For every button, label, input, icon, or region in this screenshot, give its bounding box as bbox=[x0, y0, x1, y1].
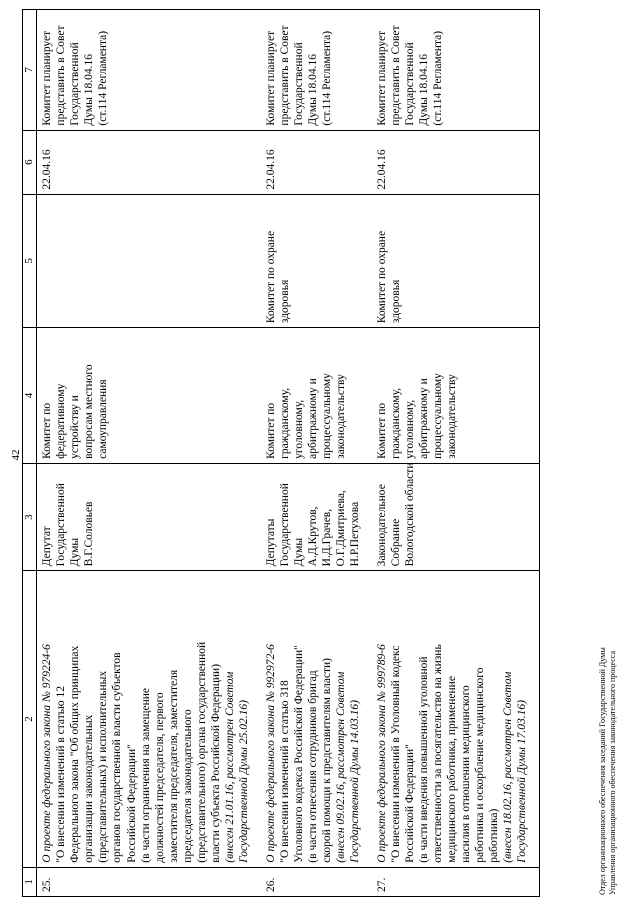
bills-table bbox=[22, 9, 540, 897]
bill-author-line: Н.Р.Петухова bbox=[348, 501, 361, 567]
bill-title-line: (внесен 21.01.16, рассмотрен Советом bbox=[223, 671, 236, 863]
bill-title-line: должностей председателя, первого bbox=[153, 692, 166, 863]
responsible-committee-line: законодательству bbox=[445, 374, 458, 459]
responsible-committee-line: гражданскому, bbox=[389, 387, 402, 459]
bill-author-line: Депутаты bbox=[264, 518, 277, 567]
table-row bbox=[372, 10, 540, 897]
bill-title-line: "О внесении изменений в Уголовный кодекс bbox=[389, 645, 402, 863]
note-line: Комитет планирует bbox=[264, 30, 277, 126]
footer-line: Отдел организационного обеспечения заседаний Государственной Думы bbox=[598, 647, 607, 895]
note-line: Думы 18.04.16 bbox=[83, 53, 96, 126]
responsible-committee-line: гражданскому, bbox=[278, 387, 291, 459]
note-line: Государственной bbox=[69, 42, 82, 126]
bill-title-line: "О внесении изменений в статью 318 bbox=[278, 680, 291, 863]
bill-title-line: (в части введения повышенной уголовной bbox=[417, 656, 430, 863]
bill-title-line: Российской Федерации" bbox=[125, 744, 138, 863]
page-number: 42 bbox=[10, 449, 22, 461]
note-line: Государственной bbox=[403, 42, 416, 126]
note-cell bbox=[261, 10, 372, 131]
bill-title-line: (в части отнесения сотрудников бригад bbox=[306, 670, 319, 863]
bill-title-line: организации законодательных bbox=[83, 714, 96, 863]
bill-author-line: Государственной bbox=[278, 483, 291, 567]
note-line: (ст.114 Регламента) bbox=[320, 30, 333, 126]
note-line: (ст.114 Регламента) bbox=[97, 30, 110, 126]
co-executor-committee-cell bbox=[261, 194, 372, 328]
co-executor-committee-line: Комитет по охране bbox=[264, 230, 277, 324]
responsible-committee-line: Комитет по bbox=[41, 402, 54, 459]
bill-title-line: Государственной Думы 14.03.16) bbox=[348, 700, 361, 863]
date-cell bbox=[372, 130, 540, 194]
bill-title-line: "О внесении изменений в статью 12 bbox=[55, 686, 68, 863]
column-number-4: 4 bbox=[23, 328, 37, 464]
bill-title-cell bbox=[261, 571, 372, 867]
note-line: представить в Совет bbox=[55, 25, 68, 126]
row-number-cell bbox=[261, 867, 372, 896]
bill-title-line: органов государственной власти субъектов bbox=[111, 652, 124, 863]
bill-title-line: О проекте федерального закона № 992972-6 bbox=[264, 644, 277, 863]
responsible-committee-line: процессуальному bbox=[431, 373, 444, 459]
bill-author-line: Законодательное bbox=[375, 484, 388, 567]
note-line: Государственной bbox=[292, 42, 305, 126]
responsible-committee-cell bbox=[372, 328, 540, 464]
responsible-committee-line: устройству и bbox=[69, 395, 82, 459]
co-executor-committee-cell bbox=[372, 194, 540, 328]
date-cell bbox=[261, 130, 372, 194]
responsible-committee-line: вопросам местного bbox=[83, 364, 96, 459]
bill-author-line: О.Г.Дмитриева, bbox=[334, 490, 347, 567]
date-cell bbox=[37, 130, 261, 194]
note-line: Думы 18.04.16 bbox=[417, 53, 430, 126]
bill-author-line: Депутат bbox=[41, 526, 54, 567]
bill-author-line: Собрание bbox=[389, 518, 402, 567]
bill-title-line: председателя законодательного bbox=[181, 709, 194, 863]
date: 22.04.16 bbox=[264, 149, 277, 190]
bill-title-line: работника и оскорбление медицинского bbox=[473, 667, 486, 863]
row-number: 25. bbox=[41, 877, 54, 892]
responsible-committee-line: Комитет по bbox=[264, 402, 277, 459]
responsible-committee-line: арбитражному и bbox=[306, 378, 319, 459]
bill-author-line: Думы bbox=[69, 537, 82, 567]
date: 22.04.16 bbox=[41, 149, 54, 190]
row-number-cell bbox=[372, 867, 540, 896]
responsible-committee-line: Комитет по bbox=[375, 402, 388, 459]
column-number-1: 1 bbox=[23, 867, 37, 896]
column-number-row bbox=[23, 10, 37, 897]
bill-author-line: А.Д.Крутов, bbox=[306, 506, 319, 567]
bill-author-line: Государственной bbox=[55, 483, 68, 567]
note-line: Комитет планирует bbox=[41, 30, 54, 126]
note-line: (ст.114 Регламента) bbox=[431, 30, 444, 126]
responsible-committee-line: федеративному bbox=[55, 383, 68, 459]
footer-line: Управления организационного обеспечения законодательного процесса bbox=[608, 650, 617, 895]
responsible-committee-line: самоуправления bbox=[97, 379, 110, 459]
bill-title-line: насилия в отношении медицинского bbox=[459, 685, 472, 863]
bill-author-line: Вологодской области bbox=[403, 462, 416, 567]
bill-author-line: И.Д.Грачев, bbox=[320, 508, 333, 567]
bill-title-cell bbox=[37, 571, 261, 867]
responsible-committee-cell bbox=[261, 328, 372, 464]
row-number-cell bbox=[37, 867, 261, 896]
responsible-committee-line: уголовному, bbox=[292, 399, 305, 459]
bill-title-line: Государственной Думы 17.03.16) bbox=[515, 700, 528, 863]
note-line: Комитет планирует bbox=[375, 30, 388, 126]
bill-title-cell bbox=[372, 571, 540, 867]
row-number: 26. bbox=[264, 877, 277, 892]
co-executor-committee-line: здоровья bbox=[278, 279, 291, 324]
note-cell bbox=[37, 10, 261, 131]
note-line: представить в Совет bbox=[278, 25, 291, 126]
note-line: Думы 18.04.16 bbox=[306, 53, 319, 126]
column-number-6: 6 bbox=[23, 130, 37, 194]
column-number-3: 3 bbox=[23, 463, 37, 570]
bill-title-line: ответственности за посягательство на жизнь bbox=[431, 644, 444, 863]
table-row bbox=[261, 10, 372, 897]
responsible-committee-line: арбитражному и bbox=[417, 378, 430, 459]
bill-title-line: (представительного) органа государственной bbox=[195, 641, 208, 863]
note-cell bbox=[372, 10, 540, 131]
co-executor-committee-line: Комитет по охране bbox=[375, 230, 388, 324]
bill-title-line: Государственной Думы 25.02.16) bbox=[237, 700, 250, 863]
bill-author-line: Думы bbox=[292, 537, 305, 567]
responsible-committee-line: уголовному, bbox=[403, 399, 416, 459]
date: 22.04.16 bbox=[375, 149, 388, 190]
bill-title-line: медицинского работника, применение bbox=[445, 676, 458, 863]
bill-title-line: (представительных) и исполнительных bbox=[97, 670, 110, 863]
bill-author-cell bbox=[37, 463, 261, 570]
bill-title-line: О проекте федерального закона № 979224-6 bbox=[41, 644, 54, 863]
bill-title-line: Уголовного кодекса Российской Федерации" bbox=[292, 645, 305, 863]
bill-title-line: (внесен 09.02.16, рассмотрен Советом bbox=[334, 671, 347, 863]
column-number-7: 7 bbox=[23, 10, 37, 131]
bill-author-line: В.Г.Соловьев bbox=[83, 501, 96, 567]
bill-title-line: заместителя председателя, заместителя bbox=[167, 669, 180, 863]
bill-title-line: О проекте федерального закона № 999789-6 bbox=[375, 644, 388, 863]
row-number: 27. bbox=[375, 877, 388, 892]
note-line: представить в Совет bbox=[389, 25, 402, 126]
table-row bbox=[37, 10, 261, 897]
bill-title-line: (внесен 18.02.16, рассмотрен Советом bbox=[501, 671, 514, 863]
responsible-committee-line: законодательству bbox=[334, 374, 347, 459]
column-number-2: 2 bbox=[23, 571, 37, 867]
column-number-5: 5 bbox=[23, 194, 37, 328]
bill-title-line: Федерального закона "Об общих принципах bbox=[69, 645, 82, 863]
co-executor-committee-cell bbox=[37, 194, 261, 328]
bill-title-line: скорой помощи к представителям власти) bbox=[320, 658, 333, 863]
bill-title-line: власти субъекта Российской Федерации) bbox=[209, 663, 222, 863]
responsible-committee-cell bbox=[37, 328, 261, 464]
bill-title-line: (в части ограничения на замещение bbox=[139, 687, 152, 863]
bill-title-line: работника) bbox=[487, 808, 500, 863]
responsible-committee-line: процессуальному bbox=[320, 373, 333, 459]
table-body bbox=[37, 10, 540, 897]
bill-title-line: Российской Федерации" bbox=[403, 744, 416, 863]
bill-author-cell bbox=[261, 463, 372, 570]
footer-department bbox=[598, 647, 618, 895]
bill-author-cell bbox=[372, 463, 540, 570]
co-executor-committee-line: здоровья bbox=[389, 279, 402, 324]
